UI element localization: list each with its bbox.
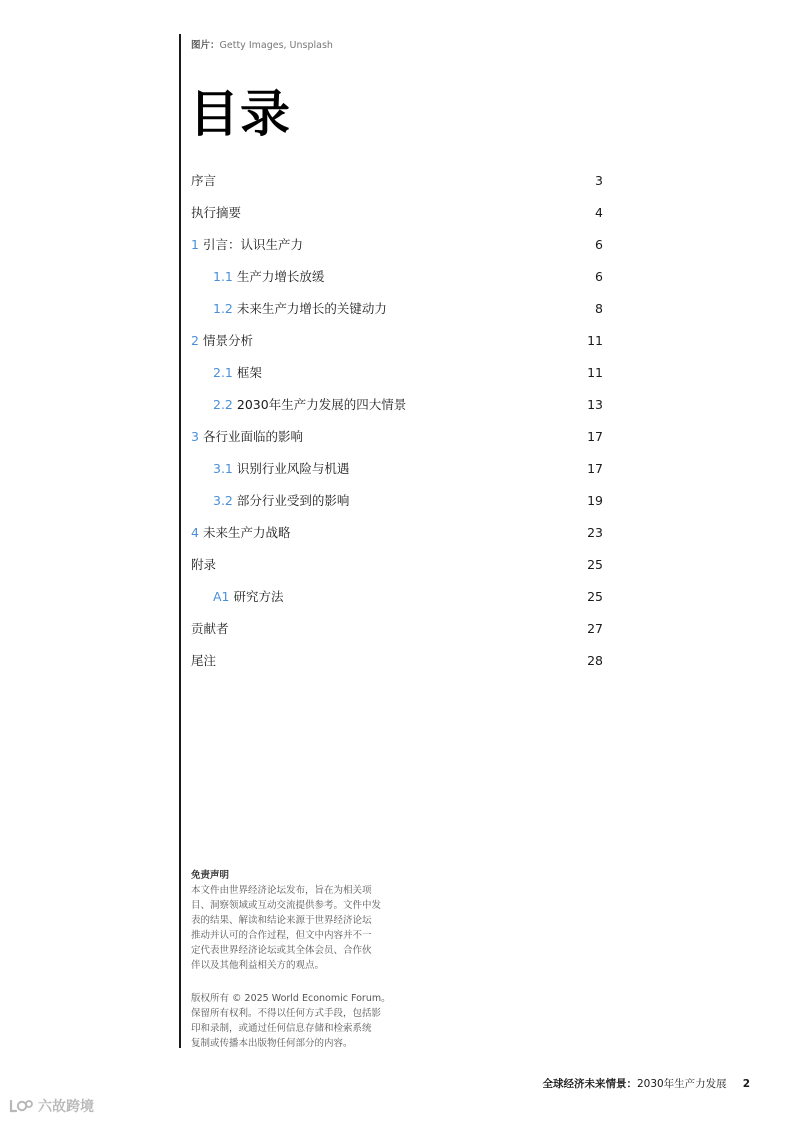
toc-entry-heading	[191, 331, 253, 349]
toc-entry-heading	[191, 619, 229, 637]
toc-entry-label: 序言	[191, 173, 217, 188]
image-credit-text: Getty Images, Unsplash	[219, 40, 333, 51]
footer-report-title: 全球经济未来情景：	[542, 1078, 637, 1090]
disclaimer-line: 本文件由世界经济论坛发布，旨在为相关项	[191, 885, 372, 896]
toc-entry-heading	[191, 299, 387, 317]
toc-entry-heading	[191, 395, 406, 413]
toc-entry[interactable]	[191, 196, 603, 228]
toc-entry-heading	[191, 523, 290, 541]
toc-entry-label: 框架	[236, 365, 262, 380]
toc-entry-label: 附录	[191, 557, 217, 572]
toc-entry[interactable]	[191, 612, 603, 644]
toc-entry[interactable]	[191, 516, 603, 548]
toc-entry-label: 识别行业风险与机遇	[236, 461, 350, 476]
copyright-line: 复制或传播本出版物任何部分的内容。	[191, 1038, 353, 1049]
toc-entry-label: 各行业面临的影响	[202, 429, 303, 444]
toc-entry[interactable]	[191, 420, 603, 452]
disclaimer-line: 定代表世界经济论坛或其全体会员、合作伙	[191, 945, 372, 956]
toc-entry-label: 情景分析	[202, 333, 253, 348]
toc-entry-page: 25	[587, 588, 603, 604]
toc-entry-number: 3.1	[213, 461, 233, 476]
toc-entry-heading	[191, 427, 303, 445]
toc-entry-page: 27	[587, 620, 603, 636]
toc-entry-page: 23	[587, 524, 603, 540]
toc-entry[interactable]	[191, 484, 603, 516]
toc-entry-number: A1	[213, 589, 230, 604]
toc-entry-number: 2.2	[213, 397, 233, 412]
toc-entry-page: 6	[595, 268, 603, 284]
toc-entry-page: 25	[587, 556, 603, 572]
copyright	[191, 991, 401, 1051]
table-of-contents	[191, 164, 603, 676]
toc-entry[interactable]	[191, 644, 603, 676]
toc-entry-heading	[191, 363, 262, 381]
toc-entry[interactable]	[191, 228, 603, 260]
toc-entry-number: 1.2	[213, 301, 233, 316]
toc-entry-heading	[191, 587, 284, 605]
toc-entry-page: 11	[587, 332, 603, 348]
toc-entry-page: 4	[595, 204, 603, 220]
toc-entry-heading	[191, 651, 216, 669]
toc-entry-label: 未来生产力增长的关键动力	[236, 301, 387, 316]
toc-entry-page: 19	[587, 492, 603, 508]
toc-entry-number: 4	[191, 525, 199, 540]
toc-entry-page: 28	[587, 652, 603, 668]
toc-entry[interactable]	[191, 164, 603, 196]
toc-entry-page: 3	[595, 172, 603, 188]
toc-entry-heading	[191, 267, 324, 285]
copyright-line: 版权所有 © 2025 World Economic Forum。	[191, 993, 391, 1004]
toc-entry-heading	[191, 235, 303, 253]
toc-entry[interactable]	[191, 388, 603, 420]
toc-entry-label: 引言：认识生产力	[202, 237, 303, 252]
copyright-line: 印和录制，或通过任何信息存储和检索系统	[191, 1023, 372, 1034]
page-footer	[520, 1076, 750, 1091]
toc-entry-heading	[191, 203, 241, 221]
toc-entry[interactable]	[191, 324, 603, 356]
toc-entry[interactable]	[191, 260, 603, 292]
toc-entry[interactable]	[191, 548, 603, 580]
disclaimer-title: 免责声明	[191, 870, 230, 881]
toc-entry-heading	[191, 171, 216, 189]
footer-report-subtitle: 2030年生产力发展	[636, 1078, 727, 1090]
disclaimer-line: 伴以及其他利益相关方的观点。	[191, 960, 325, 971]
image-credit	[191, 37, 333, 51]
margin-rule	[179, 34, 181, 1048]
toc-entry-label: 未来生产力战略	[202, 525, 291, 540]
image-credit-label: 图片：	[191, 40, 220, 51]
toc-entry-page: 6	[595, 236, 603, 252]
footer-page-number: 2	[742, 1078, 750, 1090]
toc-entry-page: 11	[587, 364, 603, 380]
copyright-line: 保留所有权利。不得以任何方式手段，包括影	[191, 1008, 382, 1019]
toc-entry-number: 3	[191, 429, 199, 444]
disclaimer-line: 目、洞察领域或互动交流提供参考。文件中发	[191, 900, 382, 911]
toc-entry-label: 研究方法	[233, 589, 284, 604]
toc-entry-number: 2.1	[213, 365, 233, 380]
toc-entry-number: 1	[191, 237, 199, 252]
toc-entry-number: 2	[191, 333, 199, 348]
toc-entry-label: 2030年生产力发展的四大情景	[236, 397, 407, 412]
toc-entry-label: 尾注	[191, 653, 217, 668]
toc-entry[interactable]	[191, 356, 603, 388]
disclaimer	[191, 868, 401, 973]
toc-entry-heading	[191, 459, 349, 477]
disclaimer-line: 表的结果、解读和结论来源于世界经济论坛	[191, 915, 372, 926]
toc-entry-label: 部分行业受到的影响	[236, 493, 350, 508]
toc-entry-label: 贡献者	[191, 621, 229, 636]
toc-entry[interactable]	[191, 292, 603, 324]
watermark	[8, 1096, 94, 1116]
toc-entry-heading	[191, 491, 349, 509]
toc-entry-number: 1.1	[213, 269, 233, 284]
toc-entry[interactable]	[191, 580, 603, 612]
toc-entry-label: 执行摘要	[191, 205, 242, 220]
toc-entry-page: 13	[587, 396, 603, 412]
disclaimer-line: 推动并认可的合作过程，但文中内容并不一	[191, 930, 372, 941]
toc-entry-page: 17	[587, 460, 603, 476]
watermark-text: 六故跨境	[38, 1099, 94, 1115]
toc-entry-page: 8	[595, 300, 603, 316]
toc-entry-number: 3.2	[213, 493, 233, 508]
logo-icon	[8, 1098, 34, 1114]
toc-entry[interactable]	[191, 452, 603, 484]
toc-entry-page: 17	[587, 428, 603, 444]
toc-entry-label: 生产力增长放缓	[236, 269, 325, 284]
toc-entry-heading	[191, 555, 216, 573]
page-title: 目录	[189, 85, 291, 143]
